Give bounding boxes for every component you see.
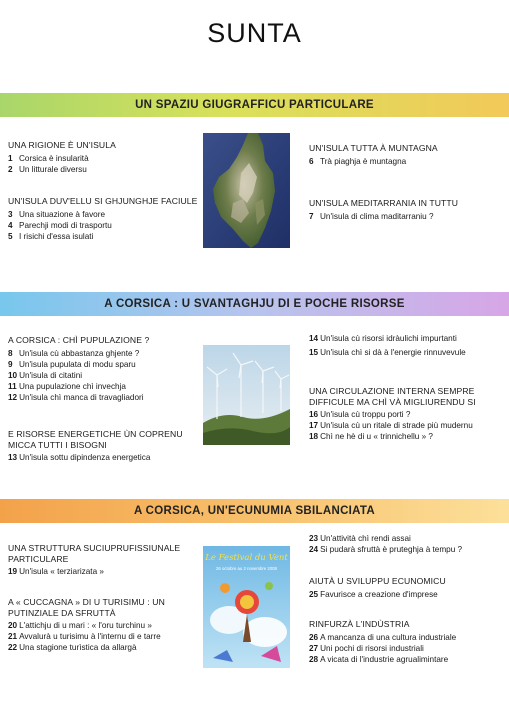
toc-entry[interactable]: 25 Favurisce a creazione d'imprese: [309, 589, 438, 599]
toc-entry[interactable]: 22 Una stagione turìstica da allargà: [8, 643, 137, 653]
toc-group: [309, 333, 507, 358]
group-heading: AIUTÀ U SVILUPPU ECUNOMICU: [309, 576, 446, 586]
group-heading: UNA CIRCULAZIONE INTERNA SEMPRE DIFFICULE MA CHÌ VÀ MIGLIURENDU SI: [309, 386, 476, 407]
toc-entry[interactable]: 27 Uni pochi di risorsi industriali: [309, 643, 424, 653]
toc-group: [8, 335, 203, 404]
toc-entry[interactable]: 26 A mancanza di una cultura industriale: [309, 632, 457, 642]
toc-entry[interactable]: 18 Chì ne hè di u « trinnichellu » ?: [309, 432, 433, 442]
group-heading: UN'ISULA TUTTA À MUNTAGNA: [309, 143, 438, 153]
festival-poster-image: [203, 546, 290, 668]
toc-group: [8, 429, 206, 463]
toc-entry[interactable]: 4 Parechji modi di trasportu: [8, 220, 112, 230]
toc-group: [309, 198, 504, 222]
section-banner-2: A CORSICA : U SVANTAGHJU DI E POCHE RISORSE: [0, 292, 509, 316]
toc-entry[interactable]: 8 Un'isula cù abbastanza ghjente ?: [8, 348, 140, 358]
toc-entry[interactable]: 23 Un'attività chì rendi assai: [309, 534, 411, 543]
toc-entry[interactable]: 9 Un'isula pupulata di modu sparu: [8, 359, 136, 369]
toc-entry[interactable]: 7 Un'isula di clima maditarraniu ?: [309, 211, 434, 221]
toc-entry[interactable]: 6 Trà piaghja è muntagna: [309, 156, 407, 166]
toc-entry[interactable]: 21 Avvalurà u turisimu à l'internu di e tarre: [8, 632, 161, 642]
poster-dates: 26 octobre au 2 novembre 2008: [216, 566, 277, 571]
toc-group: [8, 140, 198, 175]
toc-entry[interactable]: 10 Un'isula di citatini: [8, 370, 83, 380]
toc-entry[interactable]: 13 Un'isula sottu dipindenza energetica: [8, 453, 151, 462]
group-heading: UNA STRUTTURA SUCIUPRUFISSIUNALE PARTICULARE: [8, 543, 181, 564]
group-heading: RINFURZÀ L'INDÙSTRIA: [309, 619, 410, 629]
group-heading: E RISORSE ENERGETICHE ÙN COPRENU MICCA TUTTI I BISOGNI: [8, 429, 183, 450]
toc-entry[interactable]: 16 Un'isula cù troppu porti ?: [309, 410, 411, 419]
section-banner-1: UN SPAZIU GIUGRAFFICU PARTICULARE: [0, 93, 509, 117]
group-heading: A « CUCCAGNA » DI U TURISIMU : UN PUTINZIALE DA SFRUTTÀ: [8, 597, 165, 618]
toc-group: [8, 597, 206, 654]
toc-entry[interactable]: 12 Un'isula chì manca di travagliadori: [8, 393, 144, 403]
toc-entry[interactable]: 24 Si pudarà sfruttà è pruteghja à tempu ?: [309, 545, 463, 555]
toc-group: [309, 386, 507, 443]
group-heading: UN'ISULA DUV'ELLU SI GHJUNGHJE FACIULE: [8, 196, 198, 206]
group-heading: UN'ISULA MEDITARRANIA IN TUTTU: [309, 198, 458, 208]
toc-entry[interactable]: 14 Un'isula cù risorsi idràulichi impurtanti: [309, 334, 457, 343]
toc-entry[interactable]: 15 Un'isula chì si dà à l'energie rinnuvevule: [309, 348, 466, 358]
page-title: SUNTA: [207, 18, 302, 48]
toc-entry[interactable]: 28 A vicata di l'industrie agrualimintare: [309, 654, 449, 664]
toc-entry[interactable]: 19 Un'isula « terziarizata »: [8, 567, 104, 576]
toc-entry[interactable]: 5 I risichi d'essa isulati: [8, 231, 94, 241]
corsica-satellite-image: [203, 133, 290, 248]
group-heading: A CORSICA : CHÌ PUPULAZIONE ?: [8, 335, 150, 345]
section-banner-3: A CORSICA, UN'ECUNUMIA SBILANCIATA: [0, 499, 509, 523]
wind-turbines-photo: [203, 345, 290, 445]
toc-entry[interactable]: 2 Un litturale diversu: [8, 164, 87, 174]
toc-group: [309, 576, 507, 600]
toc-group: [309, 533, 507, 555]
toc-entry[interactable]: 20 L'attichju di u mari : « l'oru turchinu »: [8, 621, 152, 630]
toc-entry[interactable]: 3 Una situazione à favore: [8, 209, 106, 219]
toc-entry[interactable]: 17 Un'isula cù un ritale di strade più mudernu: [309, 421, 473, 431]
toc-entry[interactable]: 1 Corsica è insularità: [8, 153, 89, 163]
toc-entry[interactable]: 11 Una pupulazione chì invechja: [8, 382, 126, 392]
toc-group: [8, 196, 203, 242]
toc-group: [8, 543, 203, 577]
poster-title: Le Festival du Vent: [205, 553, 288, 563]
toc-group: [309, 619, 507, 665]
group-heading: UNA RIGIONE È UN'ISULA: [8, 140, 116, 150]
toc-group: [309, 143, 504, 167]
